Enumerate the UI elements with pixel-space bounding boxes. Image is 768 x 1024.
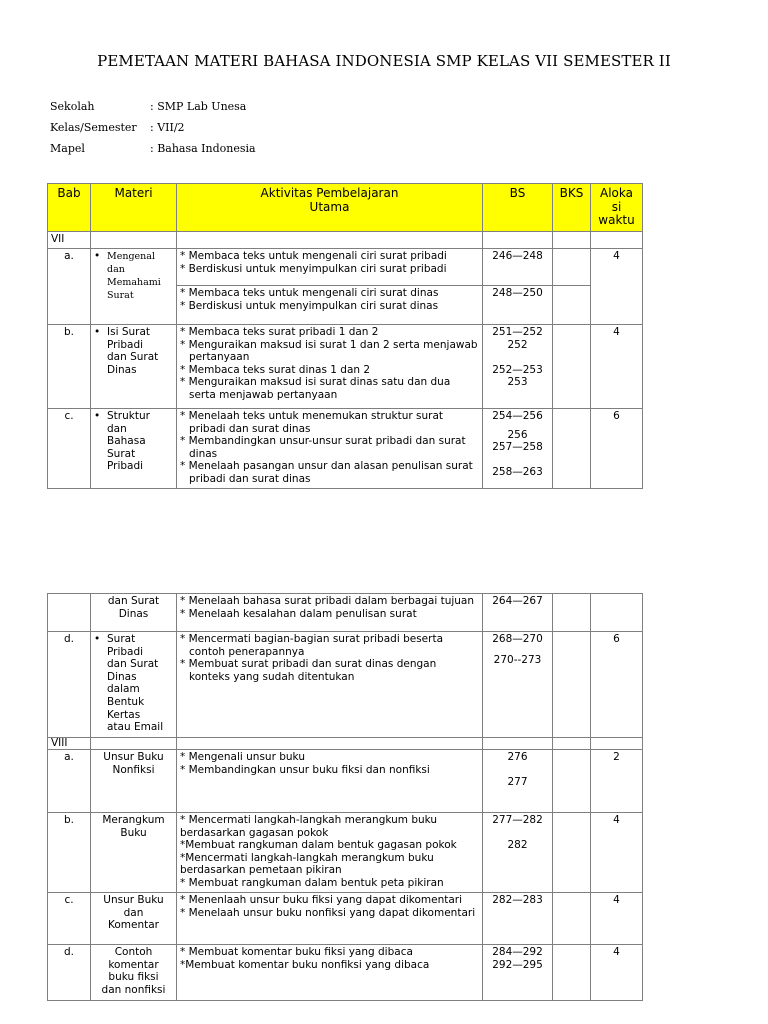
alokasi-cell: 4 [591, 945, 643, 1001]
bab-cell: d. [48, 945, 91, 1001]
meta-value: : VII/2 [150, 121, 185, 134]
bs-cell: 284—292 292—295 [483, 945, 553, 1001]
bks-cell [553, 813, 591, 893]
aktivitas-cell: * Mengenali unsur buku * Membandingkan unsur buku fiksi dan nonfiksi [177, 750, 483, 813]
bks-cell [553, 325, 591, 409]
alokasi-cell [591, 594, 643, 632]
alokasi-cell: 4 [591, 893, 643, 945]
header-aktivitas: Aktivitas Pembelajaran Utama [177, 184, 483, 232]
table-row-bab-vii [48, 232, 643, 249]
bab-cell: a. [48, 249, 91, 325]
meta-sekolah [50, 100, 246, 113]
materi-cell: • Mengenal dan Memahami Surat [91, 249, 177, 325]
meta-value: : Bahasa Indonesia [150, 142, 256, 155]
aktivitas-cell: * Menelaah bahasa surat pribadi dalam berbagai tujuan * Menelaah kesalahan dalam penulisan surat [177, 594, 483, 632]
bab-cell: b. [48, 325, 91, 409]
aktivitas-cell: * Membaca teks untuk mengenali ciri surat pribadi * Berdiskusi untuk menyimpulkan ciri surat pribadi * Membaca teks untuk mengenali ciri surat dinas * Berdiskusi untuk menyimpulkan ciri surat dinas [177, 249, 483, 325]
bs-cell: 276 277 [483, 750, 553, 813]
meta-mapel [50, 142, 256, 155]
bks-cell [553, 594, 591, 632]
table-header [48, 184, 643, 232]
bks-cell [553, 409, 591, 489]
bs-cell: 254—256 256 257—258 258—263 [483, 409, 553, 489]
bab-cell: b. [48, 813, 91, 893]
table-row [48, 893, 643, 945]
bks-cell [553, 945, 591, 1001]
aktivitas-cell: * Membuat komentar buku fiksi yang dibaca *Membuat komentar buku nonfiksi yang dibaca [177, 945, 483, 1001]
materi-cell: Unsur Buku dan Komentar [91, 893, 177, 945]
bab-label: VIII [48, 738, 91, 750]
alokasi-cell: 6 [591, 409, 643, 489]
bab-cell: d. [48, 632, 91, 738]
table-row [48, 594, 643, 632]
bab-cell: c. [48, 893, 91, 945]
aktivitas-cell: * Mencermati bagian-bagian surat pribadi beserta contoh penerapannya * Membuat surat pribadi dan surat dinas dengan konteks yang sudah ditentukan [177, 632, 483, 738]
table-row [48, 409, 643, 489]
mapping-table-2 [47, 593, 643, 1001]
aktivitas-cell: * Menenlaah unsur buku fiksi yang dapat dikomentari * Menelaah unsur buku nonfiksi yang dapat dikomentari [177, 893, 483, 945]
materi-cell: Contoh komentar buku fiksi dan nonfiksi [91, 945, 177, 1001]
header-alokasi: Aloka si waktu [591, 184, 643, 232]
alokasi-cell: 2 [591, 750, 643, 813]
aktivitas-cell: * Mencermati langkah-langkah merangkum buku berdasarkan gagasan pokok *Membuat rangkuman dalam bentuk gagasan pokok *Mencermati langkah-langkah merangkum buku berdasarkan pemetaan pikiran * Membuat rangkuman dalam bentuk peta pikiran [177, 813, 483, 893]
bs-cell: 251—252 252 252—253 253 [483, 325, 553, 409]
bs-cell: 268—270 270--273 [483, 632, 553, 738]
header-bs: BS [483, 184, 553, 232]
bab-cell: a. [48, 750, 91, 813]
table-row [48, 632, 643, 738]
materi-cell: • Struktur dan Bahasa Surat Pribadi [91, 409, 177, 489]
bks-cell [553, 750, 591, 813]
meta-key: Mapel [50, 142, 85, 155]
header-bab: Bab [48, 184, 91, 232]
materi-cell: • Surat Pribadi dan Surat Dinas dalam Bentuk Kertas atau Email [91, 632, 177, 738]
bks-cell [553, 249, 591, 325]
materi-cell: Unsur Buku Nonfiksi [91, 750, 177, 813]
page-title: PEMETAAN MATERI BAHASA INDONESIA SMP KELAS VII SEMESTER II [97, 52, 671, 70]
aktivitas-cell: * Membaca teks surat pribadi 1 dan 2 * Menguraikan maksud isi surat 1 dan 2 serta menjawab pertanyaan * Membaca teks surat dinas 1 dan 2 * Menguraikan maksud isi surat dinas satu dan dua serta menjawab pertanyaan [177, 325, 483, 409]
meta-kelas [50, 121, 185, 134]
table-row-bab-viii [48, 738, 643, 750]
aktivitas-cell: * Menelaah teks untuk menemukan struktur surat pribadi dan surat dinas * Membandingkan unsur-unsur surat pribadi dan surat dinas * Menelaah pasangan unsur dan alasan penulisan surat pribadi dan surat dinas [177, 409, 483, 489]
bs-cell: 277—282 282 [483, 813, 553, 893]
header-bks: BKS [553, 184, 591, 232]
bks-cell [553, 893, 591, 945]
bs-cell: 282—283 [483, 893, 553, 945]
meta-key: Kelas/Semester [50, 121, 137, 134]
bab-cell: c. [48, 409, 91, 489]
table-row [48, 249, 643, 325]
materi-cell: Merangkum Buku [91, 813, 177, 893]
meta-value: : SMP Lab Unesa [150, 100, 247, 113]
alokasi-cell: 4 [591, 249, 643, 325]
materi-cell: • Isi Surat Pribadi dan Surat Dinas [91, 325, 177, 409]
bs-cell: 264—267 [483, 594, 553, 632]
header-materi: Materi [91, 184, 177, 232]
table-row [48, 750, 643, 813]
table-row [48, 325, 643, 409]
alokasi-cell: 4 [591, 325, 643, 409]
table-row [48, 813, 643, 893]
mapping-table-1 [47, 183, 643, 489]
meta-key: Sekolah [50, 100, 95, 113]
alokasi-cell: 6 [591, 632, 643, 738]
bab-label: VII [48, 232, 91, 249]
bs-cell: 246—248 248—250 [483, 249, 553, 325]
table-row [48, 945, 643, 1001]
alokasi-cell: 4 [591, 813, 643, 893]
bks-cell [553, 632, 591, 738]
materi-cell: dan Surat Dinas [91, 594, 177, 632]
